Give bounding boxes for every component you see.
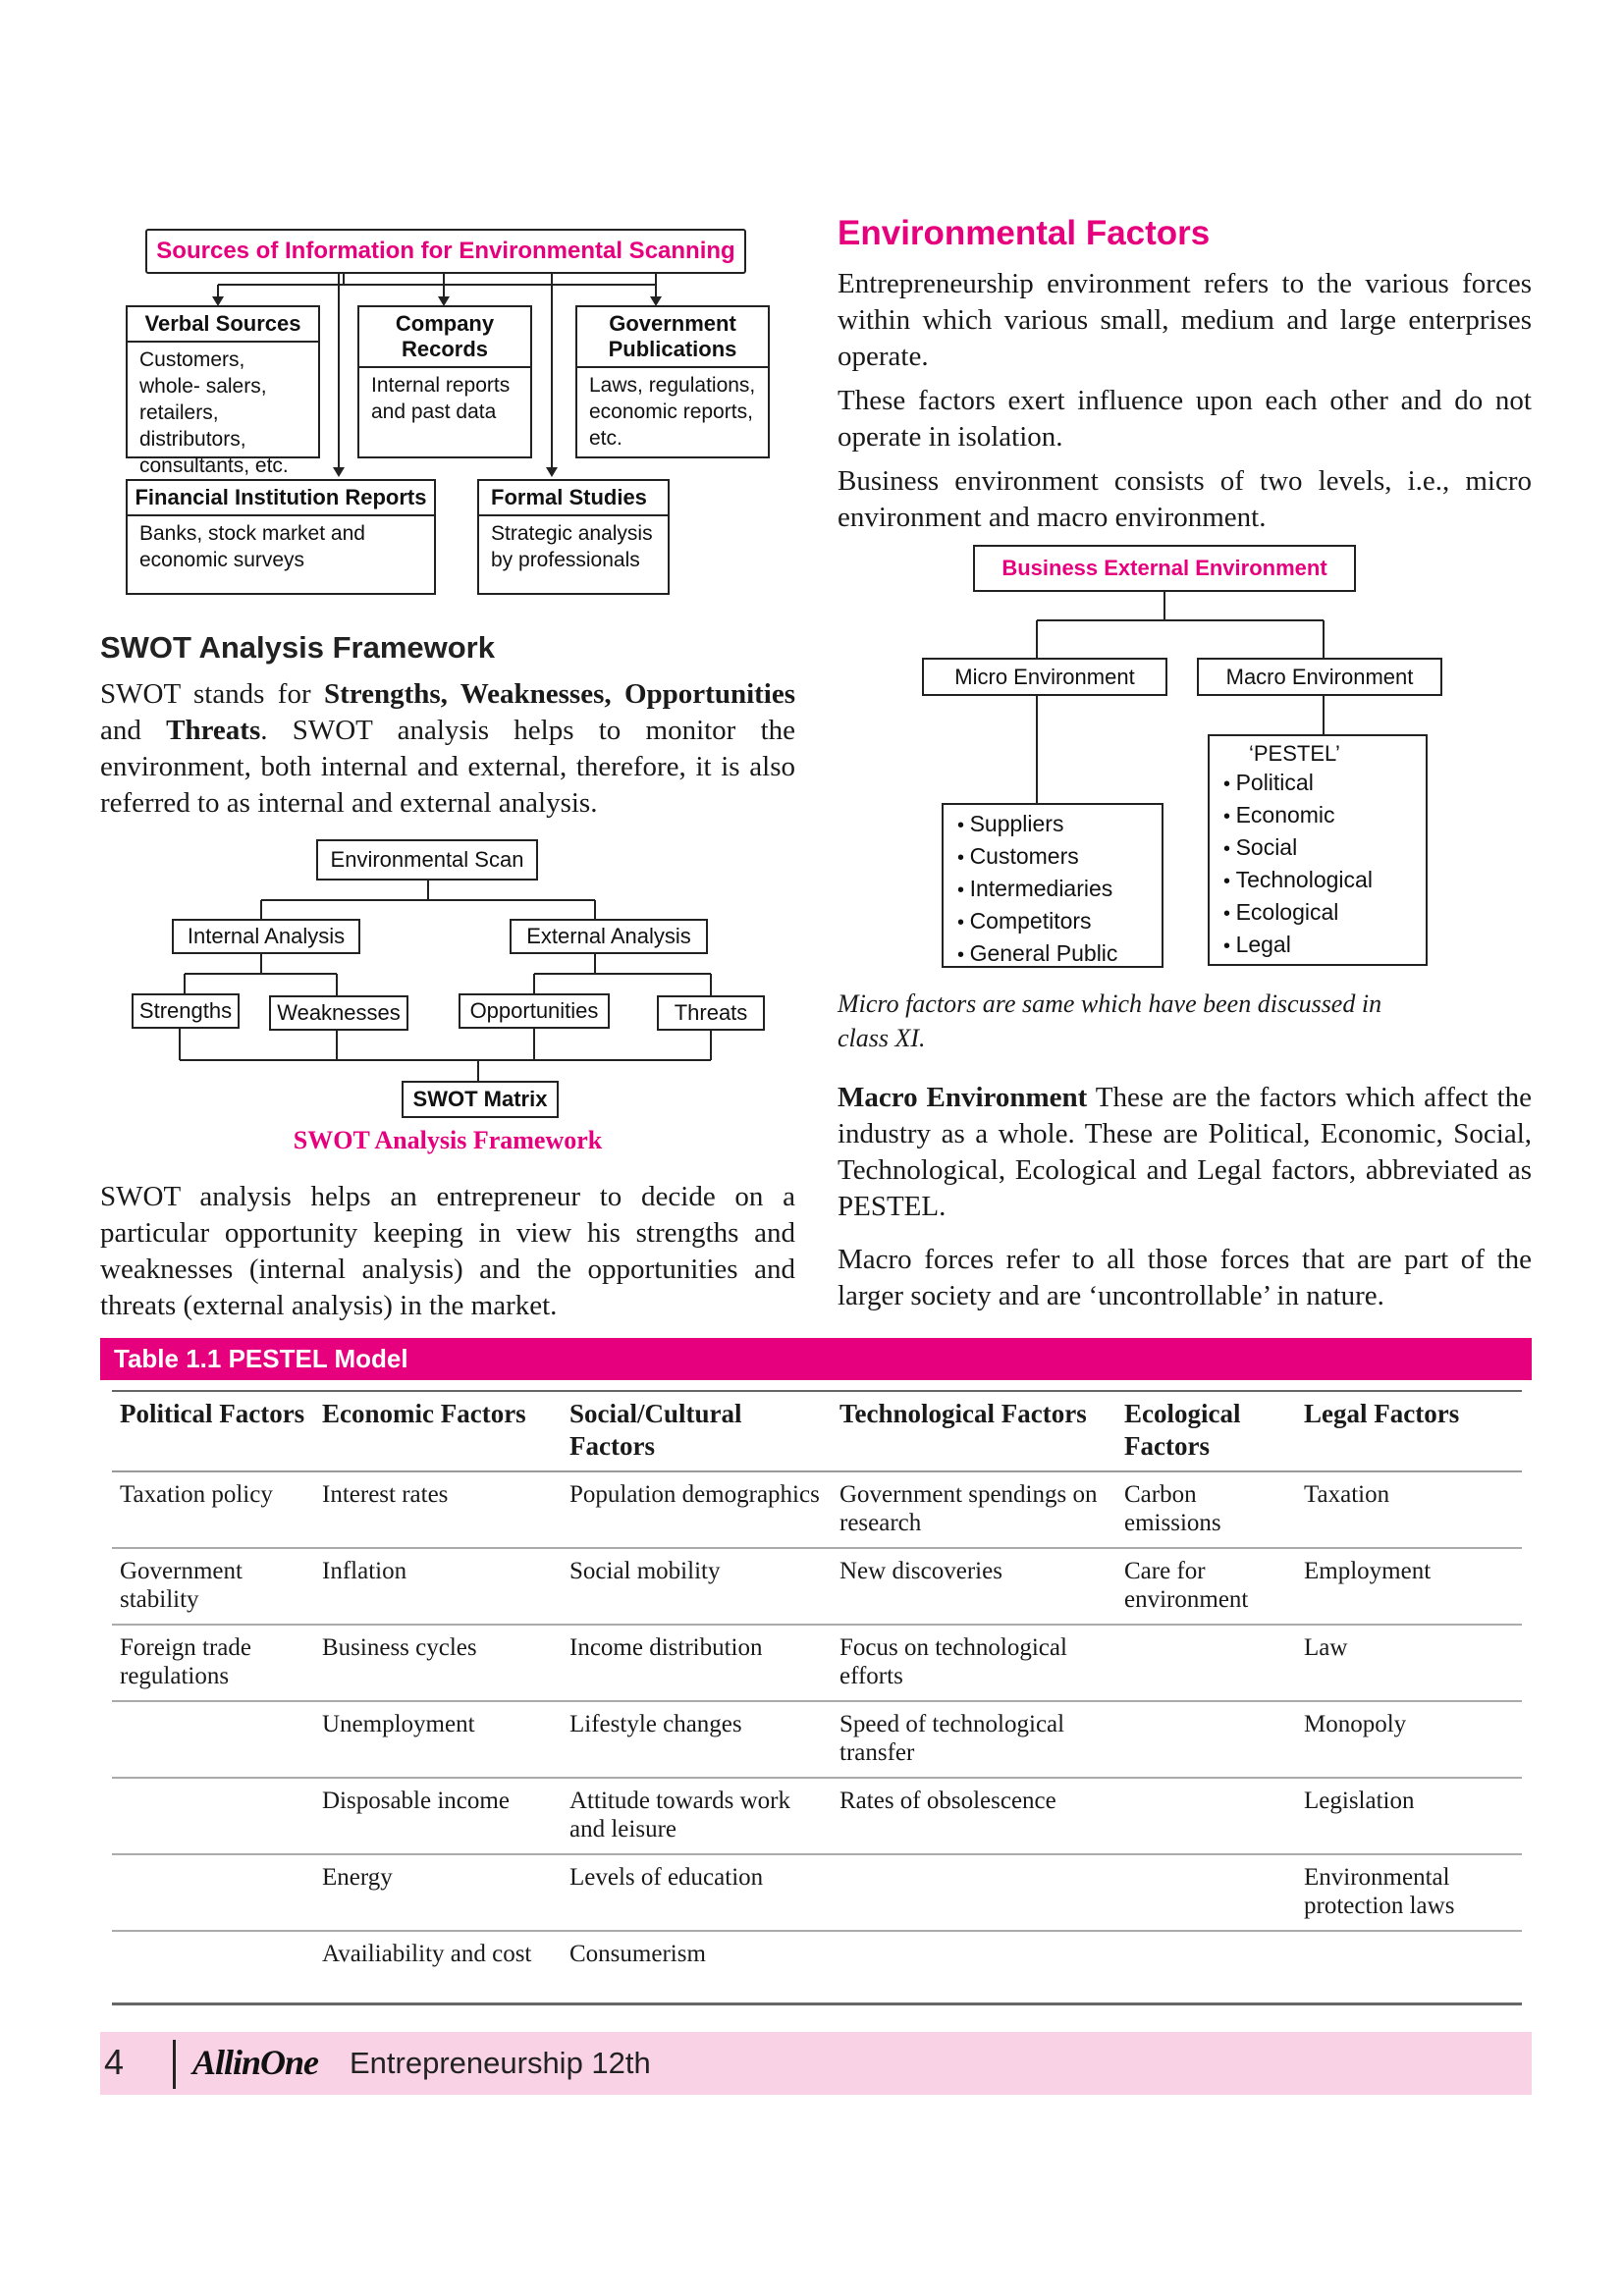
swot-after-text: SWOT analysis helps an entrepreneur to decide on a particular opportunity keeping in view his strengths and weaknesses (internal analysis) and the opportunities and threats (external analysis) in the market.: [100, 1181, 795, 1321]
macro-items-box: [1208, 734, 1428, 966]
external-analysis-box: External Analysis: [510, 919, 708, 954]
government-publications-body: Laws, regulations, economic reports, etc.: [589, 374, 756, 450]
table-cell: New discoveries: [832, 1548, 1116, 1625]
company-records-head: Company Records: [359, 307, 530, 368]
env-p1: Entrepreneurship environment refers to the various forces within which various small, medium and large enterprises operate.: [838, 268, 1532, 372]
financial-reports-body: Banks, stock market and economic surveys: [139, 522, 365, 571]
swot-caption: SWOT Analysis Framework: [293, 1126, 603, 1154]
government-publications-head: Government Publications: [577, 307, 768, 368]
strengths-box: Strengths: [132, 993, 240, 1029]
macro-item: • Political: [1223, 768, 1426, 800]
table-cell: Availiability and cost: [314, 1931, 562, 2003]
table-cell: Carbon emissions: [1116, 1471, 1296, 1548]
weaknesses-box: Weaknesses: [269, 995, 408, 1031]
macro-item: • Social: [1223, 832, 1426, 865]
table-header: Social/Cultural Factors: [562, 1392, 832, 1471]
macro-environment-box: Macro Environment: [1197, 658, 1442, 696]
table-cell: Legislation: [1296, 1778, 1522, 1854]
verbal-sources-head: Verbal Sources: [128, 307, 318, 343]
table-row: [112, 1854, 1522, 1931]
environmental-scan-box: Environmental Scan: [316, 839, 538, 881]
table-header: Economic Factors: [314, 1392, 562, 1471]
table-header: Technological Factors: [832, 1392, 1116, 1471]
table-row: [112, 1778, 1522, 1854]
table-cell: [112, 1778, 314, 1854]
table-title: Table 1.1 PESTEL Model: [100, 1338, 1532, 1380]
footer-divider: [173, 2040, 176, 2089]
table-cell: Lifestyle changes: [562, 1701, 832, 1778]
table-row: [112, 1701, 1522, 1778]
formal-studies-body: Strategic analysis by professionals: [491, 522, 653, 571]
book-title: Entrepreneurship 12th: [350, 2046, 651, 2080]
swot-heading: SWOT Analysis Framework: [100, 630, 495, 665]
micro-item: • Competitors: [957, 906, 1162, 938]
table-cell: [112, 1931, 314, 2003]
table-cell: [1116, 1625, 1296, 1701]
internal-analysis-box: Internal Analysis: [172, 919, 360, 954]
table-cell: [832, 1931, 1116, 2003]
table-cell: Government spendings on research: [832, 1471, 1116, 1548]
table-row: [112, 1548, 1522, 1625]
table-cell: Population demographics: [562, 1471, 832, 1548]
table-cell: Rates of obsolescence: [832, 1778, 1116, 1854]
financial-reports-head: Financial Institution Reports: [128, 481, 434, 516]
env-p2: These factors exert influence upon each other and do not operate in isolation.: [838, 385, 1532, 453]
table-row: [112, 1471, 1522, 1548]
threats-box: Threats: [657, 995, 765, 1031]
table-cell: Taxation: [1296, 1471, 1522, 1548]
verbal-sources-body: Customers, whole- salers, retailers, distributors, consultants, etc.: [139, 348, 289, 477]
table-cell: Care for environment: [1116, 1548, 1296, 1625]
table-cell: Monopoly: [1296, 1701, 1522, 1778]
table-cell: [1296, 1931, 1522, 2003]
swot-matrix-box: SWOT Matrix: [402, 1081, 559, 1118]
micro-item: • General Public: [957, 938, 1162, 971]
swot-threats-term: Threats: [166, 715, 261, 746]
table-cell: Employment: [1296, 1548, 1522, 1625]
micro-item: • Suppliers: [957, 809, 1162, 841]
table-cell: Unemployment: [314, 1701, 562, 1778]
table-cell: Energy: [314, 1854, 562, 1931]
page-number: 4: [104, 2042, 125, 2082]
macro-environment-paragraph: Macro Environment These are the factors which affect the industry as a whole. These are Political, Economic, Social, Technological, Ecological and Legal factors, abbreviated as PESTEL.: [838, 1082, 1532, 1222]
table-cell: [1116, 1931, 1296, 2003]
table-cell: [1116, 1778, 1296, 1854]
swot-strengths-term: Strengths,: [323, 678, 448, 710]
table-cell: Business cycles: [314, 1625, 562, 1701]
macro-item: • Economic: [1223, 800, 1426, 832]
table-cell: Focus on technological efforts: [832, 1625, 1116, 1701]
table-cell: [112, 1701, 314, 1778]
micro-items-box: [942, 803, 1163, 968]
brand-logo: AllinOne: [192, 2043, 319, 2082]
macro-item: • Technological: [1223, 865, 1426, 897]
business-external-environment-box: Business External Environment: [973, 545, 1356, 592]
table-cell: Foreign trade regulations: [112, 1625, 314, 1701]
table-header: Legal Factors: [1296, 1392, 1522, 1471]
table-header: Ecological Factors: [1116, 1392, 1296, 1471]
micro-item: • Customers: [957, 841, 1162, 874]
micro-item: • Intermediaries: [957, 874, 1162, 906]
table-cell: Government stability: [112, 1548, 314, 1625]
table-cell: Taxation policy: [112, 1471, 314, 1548]
swot-weaknesses-term: Weaknesses,: [447, 678, 612, 710]
table-cell: Social mobility: [562, 1548, 832, 1625]
table-cell: Environmental protection laws: [1296, 1854, 1522, 1931]
table-row: [112, 1931, 1522, 2003]
swot-opportunities-term: Opportunities: [611, 678, 796, 710]
table-cell: [1116, 1854, 1296, 1931]
micro-note: Micro factors are same which have been discussed in class XI.: [838, 989, 1382, 1052]
footer-band: [100, 2032, 1532, 2095]
pestel-label: ‘PESTEL’: [1249, 741, 1340, 766]
table-cell: Levels of education: [562, 1854, 832, 1931]
table-cell: Inflation: [314, 1548, 562, 1625]
swot-intro: SWOT stands for Strengths, Weaknesses, Opportunities and Threats. SWOT analysis helps to monitor the environment, both internal and external, therefore, it is also referred to as internal and external analysis.: [100, 678, 796, 819]
env-p3: Business environment consists of two levels, i.e., micro environment and macro environment.: [838, 465, 1532, 533]
table-cell: Attitude towards work and leisure: [562, 1778, 832, 1854]
table-header-row: [112, 1392, 1522, 1471]
company-records-body: Internal reports and past data: [371, 374, 511, 423]
table-cell: [112, 1854, 314, 1931]
table-cell: [1116, 1701, 1296, 1778]
sources-title: Sources of Information for Environmental Scanning: [156, 238, 735, 264]
micro-environment-box: Micro Environment: [922, 658, 1167, 696]
formal-studies-head: Formal Studies: [479, 481, 668, 516]
table-cell: Law: [1296, 1625, 1522, 1701]
table-cell: Income distribution: [562, 1625, 832, 1701]
macro-environment-term: Macro Environment: [838, 1082, 1088, 1113]
env-p-last: Macro forces refer to all those forces that are part of the larger society and are ‘uncontrollable’ in nature.: [838, 1244, 1532, 1311]
pestel-table: [112, 1392, 1522, 2005]
table-header: Political Factors: [112, 1392, 314, 1471]
opportunities-box: Opportunities: [459, 993, 610, 1029]
macro-item: • Legal: [1223, 930, 1426, 962]
table-row: [112, 1625, 1522, 1701]
table-cell: Consumerism: [562, 1931, 832, 2003]
table-cell: Disposable income: [314, 1778, 562, 1854]
macro-item: • Ecological: [1223, 897, 1426, 930]
table-cell: [832, 1854, 1116, 1931]
env-heading: Environmental Factors: [838, 214, 1211, 252]
table-cell: Speed of technological transfer: [832, 1701, 1116, 1778]
table-cell: Interest rates: [314, 1471, 562, 1548]
